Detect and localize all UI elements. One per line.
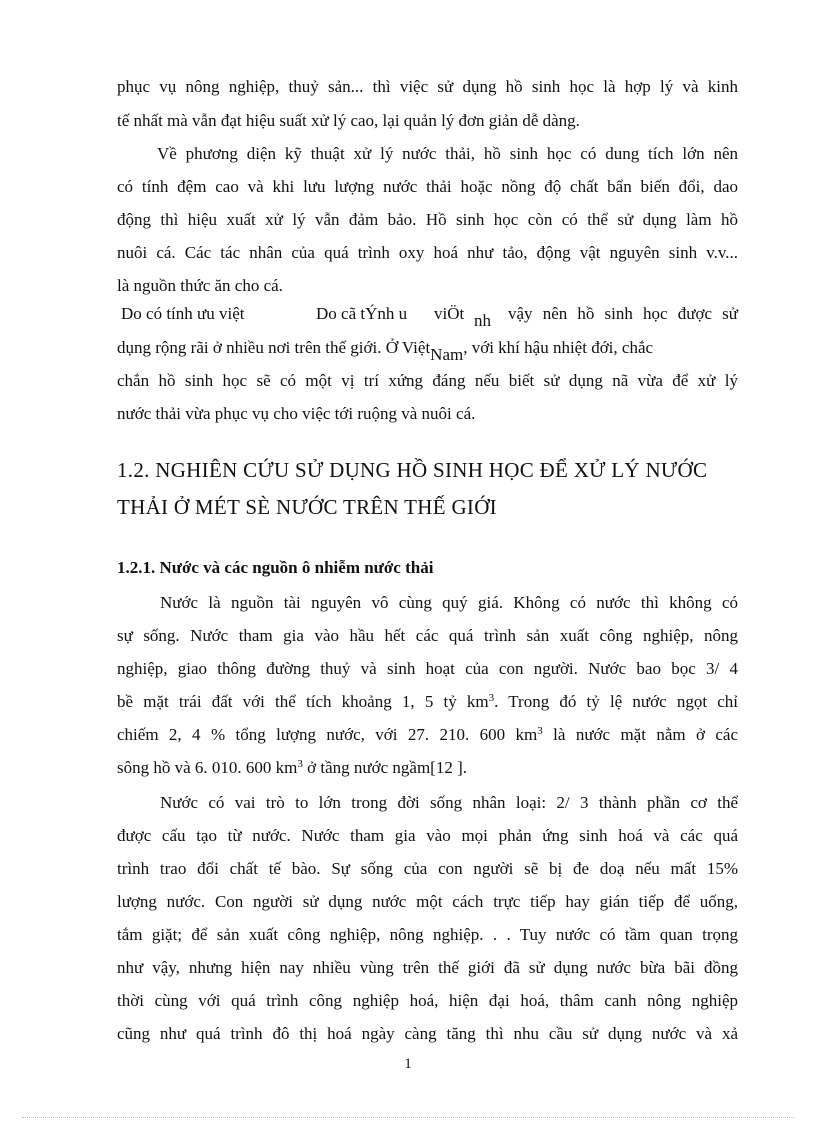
paragraph-line: động thì hiệu xuất xử lý vẫn đảm bảo. Hồ sinh học còn có thể sử dụng làm hồ [117, 210, 738, 229]
text-span: Nam [430, 345, 464, 364]
paragraph-line: có tính đệm cao và khi lưu lượng nước thải hoặc nồng độ chất bẩn biến đổi, dao [117, 177, 738, 196]
paragraph-fragment: vậy nên hồ sinh học được sử [508, 304, 738, 323]
paragraph-line: phục vụ nông nghiệp, thuỷ sản... thì việc sử dụng hồ sinh học là hợp lý và kinh [117, 77, 738, 96]
text-span: dụng rộng rãi ở nhiều nơi trên thế giới. Ở Việt [117, 338, 431, 357]
paragraph-fragment: Do có tính ưu việt [121, 304, 245, 323]
paragraph-line [117, 691, 738, 713]
paragraph-line: Về phương diện kỹ thuật xử lý nước thải, hồ sinh học có dung tích lớn nên [157, 144, 738, 163]
paragraph-line [117, 724, 738, 746]
section-heading: THẢI Ở MÉT SÈ NƯỚC TRÊN THẾ GIỚI [117, 495, 497, 519]
paragraph-line: lượng nước. Con người sử dụng nước một cách trực tiếp hay gián tiếp để uống, [117, 892, 738, 911]
text-span: chiếm 2, 4 % tổng lượng nước, với 27. 210. 600 km [117, 725, 538, 744]
paragraph-line: cũng như quá trình đô thị hoá ngày càng tăng thì nhu cầu sử dụng nước và xả [117, 1024, 738, 1043]
text-span: , với khí hậu nhiệt đới, chắc [463, 338, 654, 357]
section-heading: 1.2. NGHIÊN CỨU SỬ DỤNG HỒ SINH HỌC ĐỂ XỬ LÝ NƯỚC [117, 458, 708, 482]
paragraph-line: tế nhất mà vẫn đạt hiệu suất xử lý cao, lại quản lý đơn giản dễ dàng. [117, 111, 580, 130]
paragraph-line: Nước có vai trò to lớn trong đời sống nhân loại: 2/ 3 thành phần cơ thể [160, 793, 738, 812]
paragraph-line: như vậy, nhưng hiện nay nhiều vùng trên thế giới đã sử dụng nước bừa bãi đồng [117, 958, 738, 977]
paragraph-line: được cấu tạo từ nước. Nước tham gia vào mọi phản ứng sinh hoá và các quá [117, 826, 738, 845]
superscript: 3 [537, 725, 543, 737]
superscript: 3 [297, 758, 303, 770]
paragraph-line: trình trao đổi chất tế bào. Sự sống của con người sẽ bị đe doạ nếu mất 15% [117, 859, 738, 878]
superscript: 3 [488, 692, 495, 704]
paragraph-line: tắm giặt; để sản xuất công nghiệp, nông nghiệp. . . Tuy nước có tầm quan trọng [117, 925, 738, 944]
text-span: là nước mặt nằm ở các [542, 725, 738, 744]
paragraph-line: sự sống. Nước tham gia vào hầu hết các quá trình sản xuất công nghiệp, nông [117, 626, 738, 645]
paragraph-line: thời cùng với quá trình công nghiệp hoá, hiện đại hoá, thâm canh nông nghiệp [117, 991, 738, 1010]
paragraph-line [117, 337, 738, 364]
paragraph-fragment: nh [474, 311, 491, 330]
paragraph-line: Nước là nguồn tài nguyên vô cùng quý giá. Không có nước thì không có [160, 593, 738, 612]
page-number: 1 [404, 1056, 412, 1072]
paragraph-line [117, 757, 738, 779]
subsection-heading: 1.2.1. Nước và các nguồn ô nhiễm nước thải [117, 558, 434, 577]
paragraph-line: nước thải vừa phục vụ cho việc tới ruộng và nuôi cá. [117, 404, 476, 423]
paragraph-line: nuôi cá. Các tác nhân của quá trình oxy hoá như tảo, động vật nguyên sinh v.v... [117, 243, 738, 262]
paragraph-line: là nguồn thức ăn cho cá. [117, 276, 283, 295]
paragraph-line: nghiệp, giao thông đường thuỷ và sinh hoạt của con người. Nước bao bọc 3/ 4 [117, 659, 738, 678]
paragraph-fragment: Do cã tÝnh u [316, 304, 408, 323]
paragraph-fragment: viÖt [434, 304, 465, 323]
text-span: ở tầng nước ngầm[12 ]. [302, 758, 467, 777]
text-span: sông hồ và 6. 010. 600 km [117, 758, 298, 777]
text-span: . Trong đó tỷ lệ nước ngọt chỉ [494, 692, 738, 711]
text-span: bề mặt trái đất với thể tích khoảng 1, 5 tỷ km [117, 692, 489, 711]
page-bottom-divider [22, 1117, 794, 1118]
paragraph-line: chắn hồ sinh học sẽ có một vị trí xứng đáng nếu biết sử dụng nã vừa để xử lý [117, 371, 738, 390]
